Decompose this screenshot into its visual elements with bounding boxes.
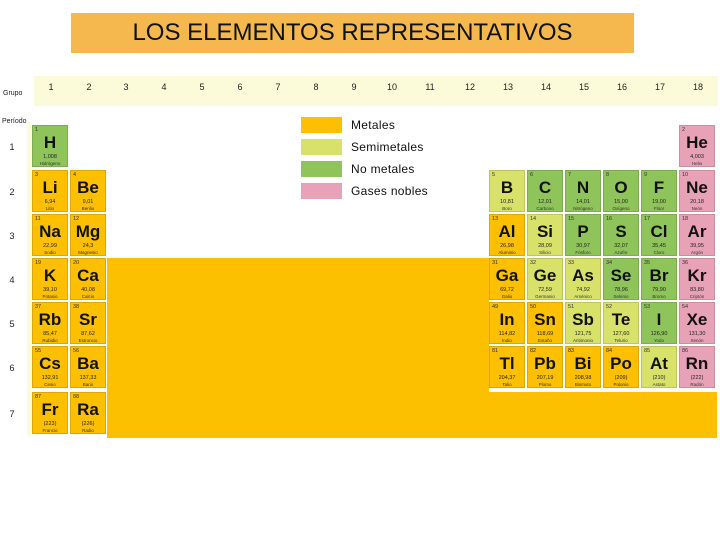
element-name: Azufre [614,250,628,255]
element-cell-sr [70,302,106,344]
atomic-mass: 118,69 [536,331,554,337]
element-cell-sn [527,302,563,344]
element-cell-s [603,214,639,256]
group-label: 12 [464,82,475,92]
element-symbol: Bi [574,354,592,373]
element-symbol: Ca [77,266,99,285]
element-cell-bi [565,346,601,388]
atomic-mass: 72,59 [538,287,552,293]
period-label: 7 [9,409,15,419]
element-cell-ga [489,258,525,300]
element-cell-fr [32,392,68,434]
atomic-mass: 83,80 [690,287,704,293]
atomic-number: 4 [73,172,77,178]
element-cell-te [603,302,639,344]
atomic-mass: 14,01 [576,199,590,205]
atomic-number: 88 [73,394,80,400]
atomic-number: 2 [682,127,686,133]
atomic-number: 86 [682,348,689,354]
element-symbol: Ge [533,266,557,285]
group-label: 18 [692,82,703,92]
element-symbol: Pb [534,354,556,373]
element-cell-as [565,258,601,300]
element-name: Galio [501,294,513,299]
atomic-number: 8 [606,172,610,178]
element-symbol: Tl [499,354,515,373]
atomic-number: 10 [682,172,689,178]
element-symbol: Rn [685,354,709,373]
element-name: Cloro [653,250,665,255]
atomic-number: 82 [530,348,537,354]
atomic-number: 9 [644,172,648,178]
element-name: Polonio [613,382,629,387]
element-cell-cs [32,346,68,388]
element-name: Talio [502,382,512,387]
legend-swatch [301,139,342,155]
group-label: 13 [502,82,513,92]
atomic-mass: 121,75 [574,331,592,337]
legend-item [301,117,395,133]
element-cell-ca [70,258,106,300]
element-name: Radón [690,382,704,387]
element-name: Potasio [42,294,58,299]
element-name: Telurio [614,338,628,343]
group-label: 17 [654,82,665,92]
element-symbol: Sb [572,310,594,329]
element-cell-se [603,258,639,300]
element-symbol: I [656,310,662,329]
group-label: 9 [351,82,357,92]
atomic-mass: 39,95 [690,243,704,249]
element-symbol: Br [649,266,669,285]
element-name: Calcio [81,294,95,299]
period-label: 5 [9,319,15,329]
element-name: Carbono [536,206,554,211]
period-label: 3 [9,231,15,241]
element-symbol: P [577,222,589,241]
atomic-mass: 131,30 [688,331,706,337]
element-cell-ge [527,258,563,300]
element-cell-po [603,346,639,388]
element-symbol: Si [536,222,554,241]
atomic-number: 7 [568,172,572,178]
atomic-mass: 137,33 [79,375,97,381]
group-label: 4 [161,82,167,92]
period-label: 2 [9,187,15,197]
atomic-mass: 207,19 [536,375,554,381]
group-label: 3 [123,82,129,92]
atomic-mass: (222) [690,375,704,381]
atomic-mass: 1,008 [43,154,57,160]
atomic-mass: 114,82 [498,331,516,337]
element-symbol: Te [611,310,631,329]
atomic-mass: 39,10 [43,287,57,293]
atomic-number: 84 [606,348,613,354]
atomic-number: 52 [606,304,613,310]
legend-item [301,183,428,199]
atomic-mass: 19,00 [652,199,666,205]
period-label: 6 [9,363,15,373]
atomic-number: 85 [644,348,651,354]
element-name: Antimonio [572,338,593,343]
element-cell-c [527,170,563,212]
element-cell-i [641,302,677,344]
element-symbol: Cs [39,354,61,373]
element-name: Plomo [538,382,552,387]
atomic-number: 18 [682,216,689,222]
element-cell-ra [70,392,106,434]
atomic-mass: 9,01 [82,199,94,205]
element-symbol: Ra [77,400,99,419]
atomic-number: 81 [492,348,499,354]
element-symbol: K [43,266,57,285]
group-label: 15 [578,82,589,92]
element-name: Bismuto [574,382,592,387]
atomic-number: 11 [35,216,41,222]
atomic-mass: 26,98 [500,243,514,249]
element-symbol: Be [77,178,99,197]
element-cell-al [489,214,525,256]
element-name: Nitrógeno [573,206,593,211]
metals-region [107,258,489,438]
atomic-number: 53 [644,304,651,310]
element-cell-mg [70,214,106,256]
element-name: Estaño [537,338,552,343]
atomic-number: 32 [530,260,537,266]
element-symbol: Al [498,222,516,241]
atomic-mass: (209) [614,375,628,381]
element-symbol: F [653,178,665,197]
atomic-number: 5 [492,172,496,178]
element-symbol: Po [610,354,632,373]
element-cell-sb [565,302,601,344]
group-axis-label: Grupo [3,90,23,97]
atomic-mass: 74,92 [576,287,590,293]
element-name: Fósforo [575,250,591,255]
legend-item [301,161,415,177]
element-name: Silicio [539,250,551,255]
element-name: Astato [652,382,666,387]
atomic-mass: 12,01 [538,199,552,205]
atomic-number: 35 [644,260,651,266]
group-label: 11 [425,82,435,92]
element-cell-br [641,258,677,300]
element-cell-li [32,170,68,212]
atomic-number: 20 [73,260,80,266]
period-label: 4 [9,275,15,285]
element-cell-ne [679,170,715,212]
atomic-mass: 69,72 [500,287,514,293]
element-name: Radio [82,428,94,433]
element-symbol: O [614,178,628,197]
atomic-number: 14 [530,216,537,222]
element-symbol: He [686,133,708,152]
element-cell-k [32,258,68,300]
atomic-number: 36 [682,260,689,266]
element-name: Magnesio [78,250,98,255]
metals-region-bottom [489,392,717,438]
element-symbol: N [576,178,590,197]
atomic-number: 17 [644,216,651,222]
element-symbol: Kr [687,266,707,285]
element-cell-na [32,214,68,256]
group-label: 1 [48,82,54,92]
element-symbol: Li [42,178,58,197]
element-symbol: B [500,178,514,197]
atomic-number: 12 [73,216,80,222]
element-cell-he [679,125,715,167]
atomic-number: 87 [35,394,42,400]
period-band [27,122,31,436]
legend-swatch [301,183,342,199]
element-name: Aluminio [498,250,516,255]
element-name: Estroncio [78,338,98,343]
element-cell-ar [679,214,715,256]
element-name: Cesio [44,382,56,387]
atomic-number: 51 [568,304,575,310]
atomic-number: 15 [568,216,575,222]
element-name: Sodio [44,250,56,255]
atomic-mass: 28,09 [538,243,552,249]
element-name: Oxígeno [612,206,630,211]
group-label: 16 [616,82,627,92]
element-symbol: Ba [77,354,99,373]
element-name: Arsénico [574,294,592,299]
element-name: Francio [42,428,58,433]
legend-label: Semimetales [351,140,424,154]
atomic-mass: 6,94 [44,199,56,205]
element-symbol: C [538,178,552,197]
element-name: Argón [690,250,703,255]
element-cell-kr [679,258,715,300]
atomic-mass: 85,47 [43,331,57,337]
atomic-number: 33 [568,260,575,266]
element-name: Germanio [535,294,555,299]
atomic-number: 56 [73,348,80,354]
legend-label: No metales [351,162,415,176]
element-symbol: Rb [38,310,62,329]
element-name: Indio [502,338,512,343]
atomic-mass: 4,003 [690,154,704,160]
atomic-number: 49 [492,304,499,310]
element-name: Berilio [81,206,95,211]
element-cell-h [32,125,68,167]
element-cell-xe [679,302,715,344]
atomic-mass: (210) [652,375,666,381]
atomic-mass: 15,00 [614,199,628,205]
atomic-mass: (223) [43,421,57,427]
element-name: Bario [82,382,94,387]
element-cell-o [603,170,639,212]
element-symbol: Sn [534,310,556,329]
element-symbol: H [43,133,57,152]
group-label: 10 [386,82,397,92]
atomic-mass: 78,96 [614,287,628,293]
element-cell-ba [70,346,106,388]
element-symbol: As [572,266,594,285]
atomic-mass: 10,81 [500,199,514,205]
element-name: Criptón [689,294,705,299]
atomic-mass: 30,97 [576,243,590,249]
legend-swatch [301,161,342,177]
element-name: Helio [691,161,703,166]
atomic-mass: 22,99 [43,243,57,249]
element-name: Litio [45,206,55,211]
element-symbol: Se [610,266,632,285]
atomic-mass: 40,08 [81,287,95,293]
element-name: Boro [502,206,512,211]
element-name: Rubidio [42,338,58,343]
element-cell-b [489,170,525,212]
element-symbol: In [499,310,515,329]
element-symbol: Na [39,222,61,241]
period-label: 1 [9,142,15,152]
element-cell-be [70,170,106,212]
element-name: Selenio [613,294,629,299]
element-cell-tl [489,346,525,388]
element-name: Yodo [653,338,665,343]
element-cell-at [641,346,677,388]
element-name: Flúor [653,206,665,211]
element-symbol: Sr [79,310,97,329]
atomic-number: 13 [492,216,499,222]
legend-swatch [301,117,342,133]
atomic-mass: 127,60 [612,331,630,337]
element-symbol: At [650,354,668,373]
atomic-number: 3 [35,172,39,178]
period-axis-label: Período [2,118,27,125]
element-cell-cl [641,214,677,256]
element-cell-in [489,302,525,344]
element-cell-p [565,214,601,256]
atomic-mass: 24,3 [82,243,94,249]
atomic-mass: 126,90 [650,331,668,337]
atomic-number: 38 [73,304,80,310]
page-title: LOS ELEMENTOS REPRESENTATIVOS [71,13,634,53]
element-cell-pb [527,346,563,388]
element-symbol: Ar [687,222,707,241]
atomic-mass: 20,18 [690,199,704,205]
group-label: 8 [313,82,319,92]
group-label: 14 [540,82,551,92]
atomic-mass: 204,37 [498,375,516,381]
atomic-number: 6 [530,172,534,178]
atomic-mass: 208,98 [574,375,592,381]
group-label: 5 [199,82,205,92]
element-name: Bromo [652,294,666,299]
element-symbol: Ga [495,266,519,285]
element-name: Hidrógeno [39,161,61,166]
atomic-number: 37 [35,304,42,310]
group-label: 2 [86,82,92,92]
atomic-mass: (226) [81,421,95,427]
atomic-number: 31 [492,260,499,266]
element-symbol: Fr [41,400,59,419]
element-name: Xenón [690,338,704,343]
atomic-number: 83 [568,348,575,354]
legend-label: Gases nobles [351,184,428,198]
atomic-number: 54 [682,304,689,310]
element-symbol: Mg [75,222,101,241]
atomic-number: 16 [606,216,613,222]
element-name: Neón [691,206,703,211]
atomic-number: 50 [530,304,537,310]
element-cell-f [641,170,677,212]
element-symbol: S [615,222,627,241]
atomic-mass: 79,90 [652,287,666,293]
atomic-number: 19 [35,260,42,266]
element-cell-rb [32,302,68,344]
atomic-mass: 87,62 [81,331,95,337]
element-symbol: Ne [686,178,708,197]
atomic-number: 34 [606,260,613,266]
element-cell-n [565,170,601,212]
legend-label: Metales [351,118,396,132]
atomic-mass: 35,45 [652,243,666,249]
atomic-mass: 32,07 [614,243,628,249]
element-cell-si [527,214,563,256]
atomic-number: 1 [35,127,39,133]
element-cell-rn [679,346,715,388]
group-label: 6 [237,82,243,92]
legend-item [301,139,424,155]
atomic-number: 55 [35,348,42,354]
group-label: 7 [275,82,281,92]
element-symbol: Cl [650,222,668,241]
element-symbol: Xe [686,310,708,329]
atomic-mass: 132,91 [41,375,59,381]
